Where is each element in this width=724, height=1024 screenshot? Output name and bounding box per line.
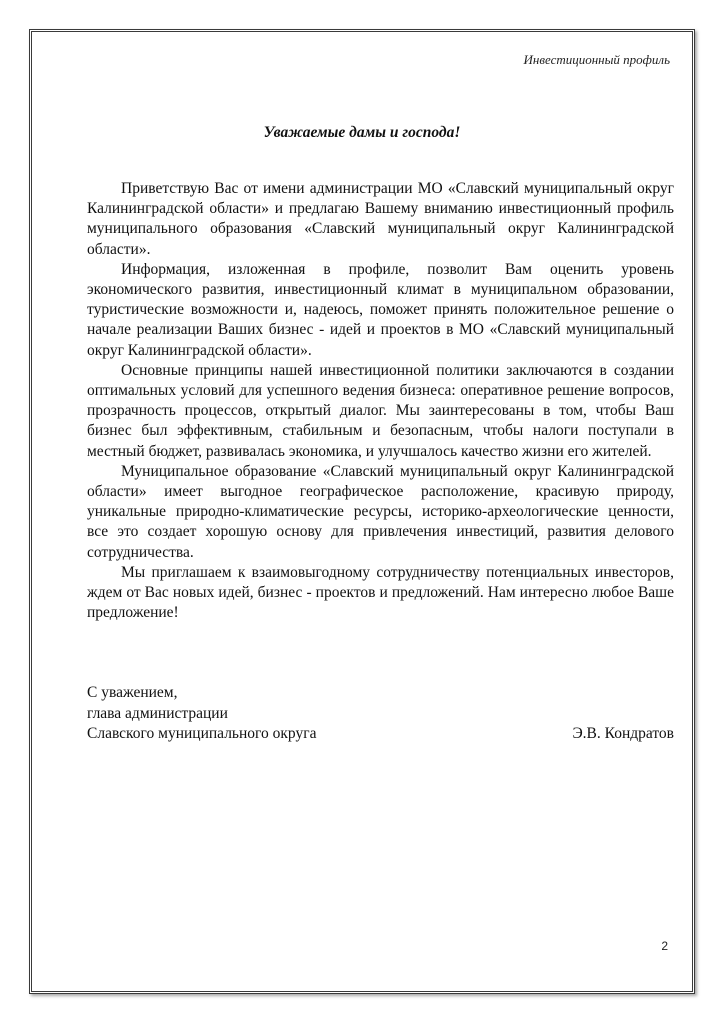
paragraph-2: Информация, изложенная в профиле, позволит Вам оценить уровень экономического развития, инвестиционный климат в муниципальном образовании, туристические возможности и, надеюсь, поможет принять положительное решение о начале реализации Ваших бизнес - идей и проектов в МО «Славский муниципальный округ Калининградской области».: [87, 260, 674, 359]
signer-title-line1: глава администрации: [87, 704, 228, 722]
running-header: Инвестиционный профиль: [523, 52, 670, 67]
closing-line: С уважением,: [87, 684, 178, 701]
signature-block: [87, 683, 674, 745]
letter-body: [87, 179, 674, 623]
letter-greeting: Уважаемые дамы и господа!: [263, 124, 461, 141]
paragraph-5: Мы приглашаем к взаимовыгодному сотрудничеству потенциальных инвесторов, ждем от Вас новых идей, бизнес - проектов и предложений. Нам интересно любое Ваше предложение!: [87, 563, 674, 622]
paragraph-3: Основные принципы нашей инвестиционной политики заключаются в создании оптимальных условий для успешного ведения бизнеса: оперативное решение вопросов, прозрачность процессов, открытый диалог. Мы заинтересованы в том, чтобы Ваш бизнес был эффективным, стабильным и безопасным, чтобы налоги поступали в местный бюджет, развивалась экономика, и улучшалось качество жизни его жителей.: [87, 361, 674, 460]
signer-line: [87, 724, 674, 745]
page-number: 2: [661, 939, 668, 953]
signer-title-line2: Славского муниципального округа: [87, 725, 317, 742]
paragraph-4: Муниципальное образование «Славский муниципальный округ Калининградской области» имеет выгодное географическое расположение, красивую природу, уникальные природно-климатические ресурсы, историко-археологические ценности, все это создает хорошую основу для привлечения инвестиций, развития делового сотрудничества.: [87, 462, 674, 561]
document-page: [29, 29, 695, 994]
signer-name: Э.В. Кондратов: [572, 725, 674, 742]
paragraph-1: Приветствую Вас от имени администрации МО «Славский муниципальный округ Калининградской области» и предлагаю Вашему вниманию инвестиционный профиль муниципального образования «Славский муниципальный округ Калининградской области».: [87, 180, 674, 258]
